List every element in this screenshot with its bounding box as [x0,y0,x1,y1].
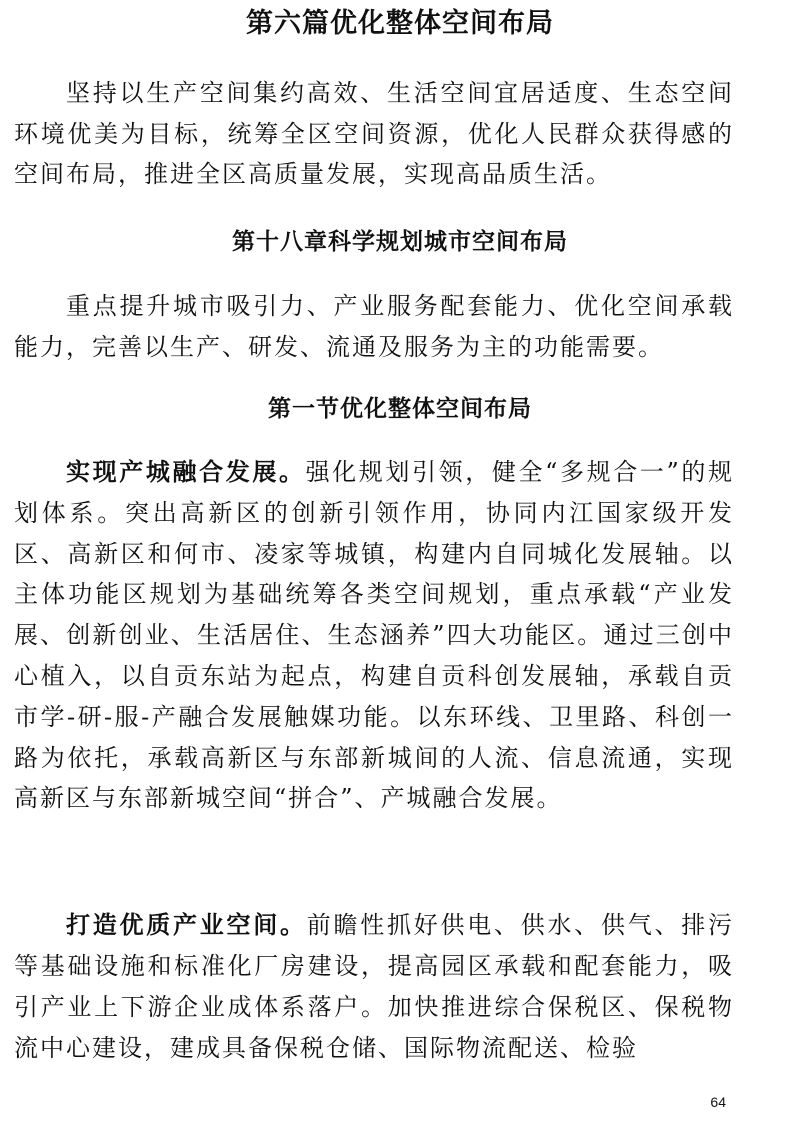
part-title: 第六篇优化整体空间布局 [246,8,554,39]
section-title: 第一节优化整体空间布局 [268,396,532,422]
body-paragraph [14,452,734,819]
paragraph-text: 强化规划引领，健全“多规合一”的规划体系。突出高新区的创新引领作用，协同内江国家级开发区、高新区和何市、凌家等城镇，构建内自同城化发展轴。以主体功能区规划为基础统筹各类空间规划，重点承载“产业发展、创新创业、生活居住、生态涵养”四大功能区。通过三创中心植入，以自贡东站为起点，构建自贡科创发展轴，承载自贡市学-研-服-产融合发展触媒功能。以东环线、卫里路、科创一路为依托，承载高新区与东部新城间的人流、信息流通，实现高新区与东部新城空间“拼合”、产城融合发展。 [14,458,734,813]
chapter-paragraph: 重点提升城市吸引力、产业服务配套能力、优化空间承载能力，完善以生产、研发、流通及服务为主的功能需要。 [14,292,734,361]
page-number: 64 [710,1094,726,1110]
paragraph-text: 前瞻性抓好供电、供水、供气、排污等基础设施和标准化厂房建设，提高园区承载和配套能力，吸引产业上下游企业成体系落户。加快推进综合保税区、保税物流中心建设，建成具备保税仓储、国际物流配送、检验 [14,911,734,1062]
paragraph-lead: 实现产城融合发展。 [66,458,306,486]
chapter-title: 第十八章科学规划城市空间布局 [232,229,568,255]
intro-paragraph: 坚持以生产空间集约高效、生活空间宜居适度、生态空间环境优美为目标，统筹全区空间资源，优化人民群众获得感的空间布局，推进全区高质量发展，实现高品质生活。 [14,79,734,188]
paragraph-lead: 打造优质产业空间。 [66,911,307,939]
body-paragraph [14,905,734,1069]
